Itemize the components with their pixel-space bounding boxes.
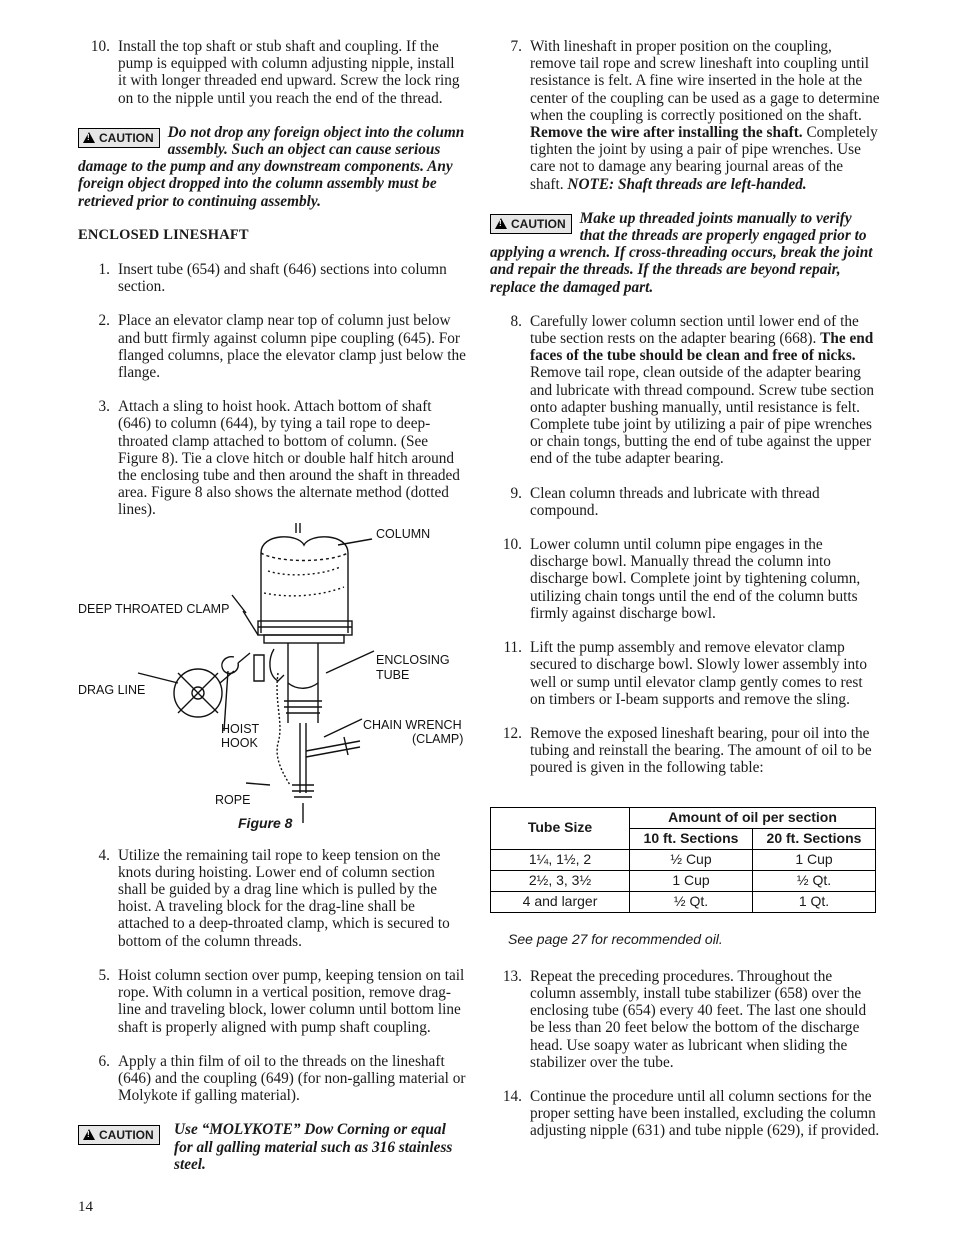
cell-10ft: ½ Qt.	[630, 891, 753, 912]
step-5-hoist-column	[78, 967, 466, 1036]
label-chain-wrench-2: (CLAMP)	[412, 731, 464, 746]
step-text: Continue the procedure until all column sections for the proper setting have been installed, excluding the column adjusting nipple (631) and tube nipple (629), if provided.	[530, 1087, 880, 1140]
step-number: 1.	[98, 261, 110, 279]
header-20ft: 20 ft. Sections	[753, 828, 876, 849]
step-text: Clean column threads and lubricate with thread compound.	[530, 484, 820, 519]
step-number: 9.	[510, 484, 522, 502]
warning-triangle-icon	[83, 132, 95, 143]
step-text: Hoist column section over pump, keeping tension on tail rope. With column in a vertical position, remove drag-line and traveling block, lower column until bottom line shaft is properly aligned with pump shaft coupling.	[118, 966, 465, 1036]
step-11-lift-assembly	[490, 639, 880, 708]
caution-badge: !CAUTION	[490, 214, 572, 234]
cell-10ft: 1 Cup	[630, 870, 753, 891]
step-text: Utilize the remaining tail rope to keep tension on the knots during hoisting. Lower end of column section shall be guided by a drag line which is pulled by the hoist. A traveling block for the drag-line shall be attached to a deep-throated clamp, which is secured to bottom of the column threads.	[118, 846, 450, 950]
caution-text: Do not drop any foreign object into the column assembly. Such an object can cause serious damage to the pump and any downstream components. Any foreign object dropped into the column assembly must be retrieved prior to continuing assembly.	[78, 123, 465, 210]
label-hoist-2: HOOK	[221, 735, 258, 750]
step-number: 10.	[502, 536, 522, 554]
oil-note: See page 27 for recommended oil.	[508, 930, 723, 947]
step-13-repeat	[490, 968, 880, 1071]
step-6-apply-oil	[78, 1053, 466, 1105]
step-text: With lineshaft in proper position on the coupling, remove tail rope and screw lineshaft into coupling until resistance is felt. A fine wire inserted in the hole at the center of the coupling can be used as a gage to determine when the coupling is correctly positioned on the shaft. Remove the wire after installing the shaft. Completely tighten the joint by using a pair of pipe wrenches. Use care not to damage any bearing journal areas of the shaft. NOTE: Shaft threads are left-handed.	[530, 38, 880, 193]
label-deep-throated-clamp: DEEP THROATED CLAMP	[78, 601, 230, 616]
step-number: 8.	[510, 312, 522, 330]
table-header-row	[491, 807, 876, 828]
oil-table	[490, 807, 876, 913]
label-enclosing-2: TUBE	[376, 667, 410, 682]
step-3-attach-sling	[78, 398, 466, 518]
step-text: Carefully lower column section until lower end of the tube section rests on the adapter bearing (668). The end faces of the tube should be clean and free of nicks. Remove tail rope, clean outside of the adapter bearing and lubricate with thread compound. Screw tube section onto adapter bushing manually, until resistance is felt. Complete tube joint by utilizing a pair of pipe wrenches or chain tongs, butting the end of tube against the upper end of the tube adapter bearing.	[530, 312, 875, 468]
step-text: Lower column until column pipe engages in the discharge bowl. Manually thread the column into discharge bowl. Complete joint by tightening column, utilizing chain tongs until the end of the column butts firmly against discharge bowl.	[530, 536, 861, 622]
table-row	[491, 849, 876, 870]
step-number: 13.	[502, 967, 522, 985]
table-row	[491, 891, 876, 912]
table-row	[491, 870, 876, 891]
step-number: 7.	[510, 38, 522, 55]
caution-text: Make up threaded joints manually to verify that the threads are properly engaged prior to applying a wrench. If cross-threading occurs, break the joint and repair the threads. If the threads are beyond repair, replace the damaged part.	[490, 209, 873, 296]
step-10-top-shaft	[78, 38, 466, 107]
section-heading: ENCLOSED LINESHAFT	[78, 226, 249, 243]
label-chain-wrench-1: CHAIN WRENCH	[363, 717, 462, 732]
header-amount-group: Amount of oil per section	[630, 807, 876, 828]
label-rope: ROPE	[215, 792, 251, 807]
cell-tube-size: 1¼, 1½, 2	[491, 849, 630, 870]
figure-8	[78, 523, 466, 831]
warning-triangle-icon	[83, 1129, 95, 1140]
cell-20ft: ½ Qt.	[753, 870, 876, 891]
step-number: 6.	[98, 1052, 110, 1070]
step-number: 14.	[502, 1087, 522, 1105]
label-drag-line: DRAG LINE	[78, 682, 146, 697]
step-2-elevator-clamp	[78, 312, 466, 381]
caution-badge: !CAUTION	[78, 1125, 160, 1145]
cell-tube-size: 2½, 3, 3½	[491, 870, 630, 891]
caution-threaded-joints	[490, 210, 880, 296]
step-12-pour-oil	[490, 725, 880, 777]
caution-molykote	[78, 1121, 466, 1173]
step-text: Repeat the preceding procedures. Throughout the column assembly, install tube stabilizer (658) over the enclosing tube (654) every 40 feet. The last one should be less than 20 feet below the bottom of the discharge head. Use soapy water as lubricant when sliding the stabilizer over the tube.	[530, 967, 867, 1071]
step-number: 5.	[98, 966, 110, 984]
warning-triangle-icon	[495, 218, 507, 229]
label-hoist-1: HOIST	[221, 721, 260, 736]
step-number: 4.	[98, 846, 110, 864]
page-number: 14	[78, 1199, 93, 1215]
step-10-discharge-bowl	[490, 536, 880, 622]
step-text: Install the top shaft or stub shaft and coupling. If the pump is equipped with column adjusting nipple, install it with longer threaded end upward. Screw the lock ring on to the nipple until you reach the end of the thread.	[118, 38, 460, 107]
cell-tube-size: 4 and larger	[491, 891, 630, 912]
step-text: Place an elevator clamp near top of column just below and butt firmly against column pipe coupling (645). For flanged columns, place the elevator clamp just below the flange.	[118, 312, 466, 382]
step-8-lower-column	[490, 313, 880, 468]
right-column	[490, 38, 880, 1157]
step-text: Apply a thin film of oil to the threads on the lineshaft (646) and the coupling (649) (for non-galling material or Molykote if galling material).	[118, 1052, 466, 1105]
label-enclosing-1: ENCLOSING	[376, 652, 450, 667]
step-number: 10.	[90, 38, 110, 55]
step-number: 11.	[503, 639, 522, 657]
cell-20ft: 1 Qt.	[753, 891, 876, 912]
step-text: Insert tube (654) and shaft (646) sections into column section.	[118, 261, 447, 296]
step-number: 3.	[98, 398, 110, 416]
step-4-tail-rope	[78, 847, 466, 950]
step-number: 2.	[98, 312, 110, 330]
step-9-clean-threads	[490, 485, 880, 519]
label-column: COLUMN	[376, 526, 431, 541]
left-column	[78, 38, 466, 1190]
step-7-lineshaft	[490, 38, 880, 193]
step-text: Remove the exposed lineshaft bearing, pour oil into the tubing and reinstall the bearing. The amount of oil to be poured is given in the following table:	[530, 724, 872, 777]
figure-caption: Figure 8	[238, 814, 293, 831]
step-text: Lift the pump assembly and remove elevator clamp secured to discharge bowl. Slowly lower assembly into well or sump until elevator clamp gently comes to rest on timbers or I-beam supports and remove the sling.	[530, 639, 868, 708]
cell-10ft: ½ Cup	[630, 849, 753, 870]
header-tube-size: Tube Size	[491, 807, 630, 849]
caution-text: Use “MOLYKOTE” Dow Corning or equal for all galling material such as 316 stainless steel.	[174, 1121, 453, 1173]
header-10ft: 10 ft. Sections	[630, 828, 753, 849]
step-1-insert-tube	[78, 261, 466, 295]
step-text: Attach a sling to hoist hook. Attach bottom of shaft (646) to column (644), by tying a tail rope to deep-throated clamp attached to bottom of column. (See Figure 8). Tie a clove hitch or double half hitch around the enclosing tube and then around the shaft in threaded area. Figure 8 also shows the alternate method (dotted lines).	[118, 398, 460, 519]
caution-foreign-object	[78, 124, 466, 210]
caution-badge: !CAUTION	[78, 128, 160, 148]
step-14-continue	[490, 1088, 880, 1140]
cell-20ft: 1 Cup	[753, 849, 876, 870]
step-number: 12.	[502, 724, 522, 742]
